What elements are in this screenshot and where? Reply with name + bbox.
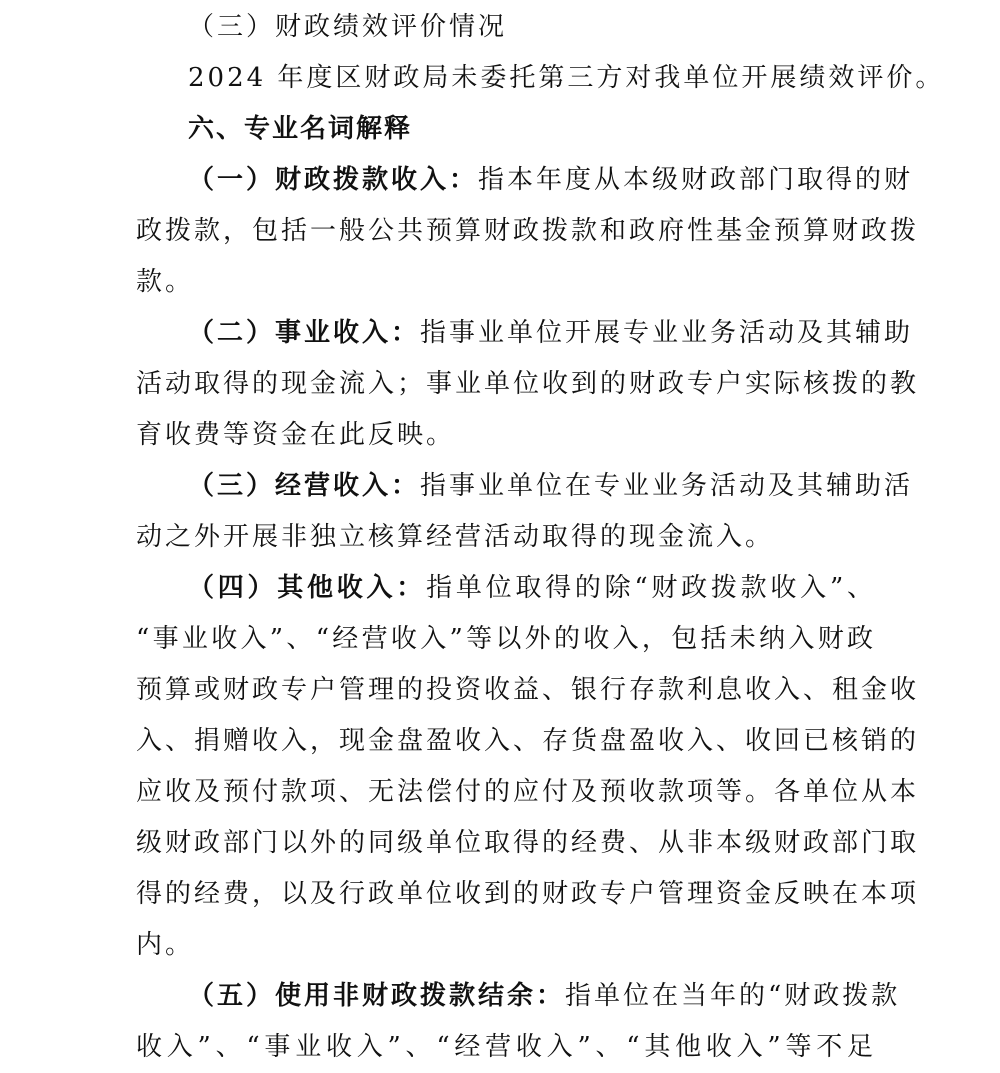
term-label: （四）其他收入：	[188, 573, 427, 603]
term-text: 入、捐赠收入，现金盘盈收入、存货盘盈收入、收回已核销的	[136, 726, 920, 756]
term-text: “事业收入”、“经营收入”等以外的收入，包括未纳入财政	[136, 624, 876, 654]
term-text: 预算或财政专户管理的投资收益、银行存款利息收入、租金收	[136, 675, 920, 705]
term-other-income-line-5	[136, 767, 920, 818]
term-text: 活动取得的现金流入；事业单位收到的财政专户实际核拨的教	[136, 369, 920, 399]
term-other-income-line-1	[136, 563, 876, 614]
term-operating-income-line-1	[136, 461, 914, 512]
term-text: 应收及预付款项、无法偿付的应付及预收款项等。各单位从本	[136, 777, 920, 807]
term-non-fiscal-surplus-line-2	[136, 1022, 876, 1073]
paragraph-text: 2024 年度区财政局未委托第三方对我单位开展绩效评价。	[188, 63, 945, 93]
term-text: 得的经费，以及行政单位收到的财政专户管理资金反映在本项	[136, 879, 920, 909]
term-other-income-line-8	[136, 920, 876, 971]
section-heading-terms	[136, 104, 876, 155]
term-text: 款。	[136, 267, 195, 297]
paragraph-performance-evaluation	[136, 53, 945, 104]
term-other-income-line-7	[136, 869, 920, 920]
term-text: 级财政部门以外的同级单位取得的经费、从非本级财政部门取	[136, 828, 920, 858]
term-text: 内。	[136, 930, 195, 960]
term-text: 指单位取得的除“财政拨款收入”、	[426, 573, 876, 603]
document-body	[136, 2, 945, 1073]
term-text: 指单位在当年的“财政拨款	[565, 981, 901, 1011]
term-text: 政拨款，包括一般公共预算财政拨款和政府性基金预算财政拨	[136, 216, 920, 246]
term-fiscal-appropriation-line-3	[136, 257, 876, 308]
term-business-income-line-2	[136, 359, 920, 410]
term-operating-income-line-2	[136, 512, 876, 563]
term-other-income-line-4	[136, 716, 920, 767]
term-text: 指本年度从本级财政部门取得的财	[478, 165, 914, 195]
term-label: （三）经营收入：	[188, 471, 421, 501]
term-fiscal-appropriation-line-2	[136, 206, 920, 257]
term-other-income-line-6	[136, 818, 920, 869]
section-heading-text: 六、专业名词解释	[188, 114, 413, 144]
term-other-income-line-3	[136, 665, 920, 716]
term-text: 育收费等资金在此反映。	[136, 420, 456, 450]
term-label: （一）财政拨款收入：	[188, 165, 479, 195]
term-text: 收入”、“事业收入”、“经营收入”、“其他收入”等不足	[136, 1032, 876, 1062]
term-other-income-line-2	[136, 614, 876, 665]
term-non-fiscal-surplus-line-1	[136, 971, 901, 1022]
term-text: 动之外开展非独立核算经营活动取得的现金流入。	[136, 522, 775, 552]
term-fiscal-appropriation-line-1	[136, 155, 914, 206]
term-text: 指事业单位开展专业业务活动及其辅助	[420, 318, 914, 348]
section-heading-text: （三）财政绩效评价情况	[188, 12, 508, 42]
term-business-income-line-1	[136, 308, 914, 359]
term-label: （二）事业收入：	[188, 318, 421, 348]
term-business-income-line-3	[136, 410, 876, 461]
section-heading-performance-evaluation	[136, 2, 876, 53]
term-label: （五）使用非财政拨款结余：	[188, 981, 566, 1011]
term-text: 指事业单位在专业业务活动及其辅助活	[420, 471, 914, 501]
